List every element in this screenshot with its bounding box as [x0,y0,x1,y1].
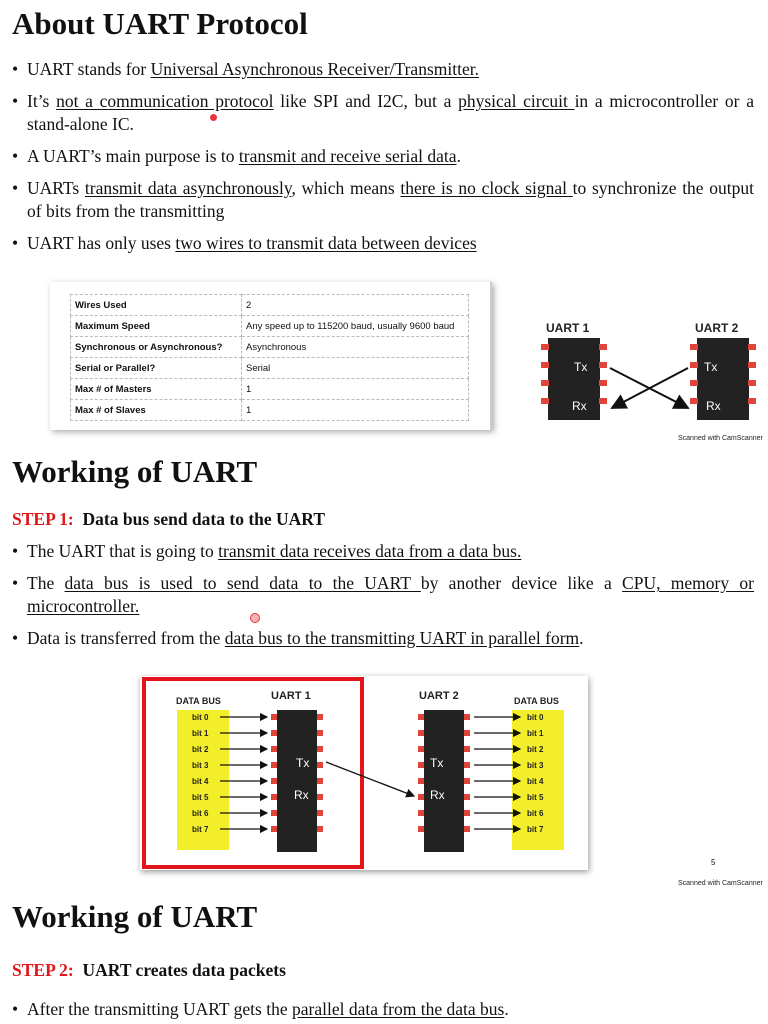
s2-bullet-2: • Data is transferred from the data bus to the transmitting UART in parallel form. [12,627,754,650]
pointer-ring [250,613,260,623]
d2-bit-label-right: bit 0 [527,713,544,722]
d2-chip1-rx: Rx [294,788,309,802]
d1-chip1-rx: Rx [572,399,587,413]
d2-bit-label-left: bit 3 [192,761,209,770]
d2-bit-label-right: bit 3 [527,761,544,770]
s1-bullet-1: • It’s not a communication protocol like SPI and I2C, but a physical circuit in a microcontroller or a stand-alone IC. [12,91,754,134]
d1-chip2-tx: Tx [704,360,718,374]
chip-pin [418,746,424,752]
text-segment: . [579,628,584,648]
underlined-text: transmit data receives data from a data bus. [218,541,522,561]
spec-row [71,337,469,358]
d2-chip1-tx: Tx [296,756,310,770]
d2-arrow-tx-rx [326,762,414,796]
section3-title: Working of UART [12,899,258,934]
s1-bullet-0: • UART stands for Universal Asynchronous Receiver/Transmitter. [12,58,754,81]
chip-pin [271,730,277,736]
spec-table-panel [50,282,492,430]
highlight-box [144,679,362,867]
s1-bullet-3: • UARTs transmit data asynchronously, which means there is no clock signal to synchronize the output of bits from the transmitting [12,178,754,221]
d2-databus-right-label: DATA BUS [514,696,559,706]
d2-bit-label-left: bit 5 [192,793,209,802]
section2-title: Working of UART [12,454,258,489]
d2-bit-label-right: bit 5 [527,793,544,802]
spec-key: Max # of Masters [71,379,242,400]
d2-bit-label-left: bit 0 [192,713,209,722]
step2-heading [12,960,286,981]
text-segment: by another device like a [420,573,623,593]
underlined-text: transmit data asynchronously [84,178,292,198]
s2-bullet-0: • The UART that is going to transmit data receives data from a data bus. [12,540,754,563]
text-segment: The UART that is going to [27,541,219,561]
chip-pin [418,810,424,816]
spec-key: Maximum Speed [71,316,242,337]
chip-pin [418,826,424,832]
chip-pin [464,730,470,736]
d2-bit-label-left: bit 2 [192,745,209,754]
chip-pin [464,746,470,752]
underlined-text: parallel data from the data bus [291,999,505,1019]
underlined-text: there is no clock signal [400,178,573,198]
spec-row [71,358,469,379]
d2-bit-label-right: bit 1 [527,729,544,738]
d1-uart2-label: UART 2 [695,321,739,335]
d1-chip-2 [690,338,756,420]
s1-bullet-2-text [12,145,754,168]
uart-diagram-1 [528,316,764,426]
underlined-text: not a communication protocol [56,91,274,111]
spec-value: 2 [242,295,469,316]
text-segment: . [504,999,509,1019]
s2-bullet-1-text [12,572,754,618]
step2-label: STEP 2: [12,960,74,980]
chip-pin [418,762,424,768]
underlined-text: transmit and receive serial data [238,146,457,166]
pointer-dot [210,114,217,121]
s1-bullet-2: • A UART’s main purpose is to transmit and receive serial data. [12,145,754,168]
underlined-text: two wires to transmit data between devices [175,233,477,253]
s2-bullet-1: • The data bus is used to send data to the UART by another device like a CPU, memory or microcontroller. [12,573,754,616]
text-segment: in a microcontroller or a stand-alone IC. [27,91,754,134]
chip-pin [418,730,424,736]
d2-chip2-tx: Tx [430,756,444,770]
text-segment: UART stands for [27,59,151,79]
chip-pin [317,810,323,816]
spec-row [71,295,469,316]
d2-bit-label-left: bit 7 [192,825,209,834]
chip-pin [464,826,470,832]
text-segment: The [27,573,65,593]
underlined-text: physical circuit [458,91,575,111]
d2-chip-2 [424,710,464,852]
s1-bullet-1-text [12,90,754,136]
d2-uart2-label: UART 2 [419,690,459,702]
s3-bullet-0: • After the transmitting UART gets the parallel data from the data bus. [12,998,754,1021]
d1-chip1-tx: Tx [574,360,588,374]
chip-pin [464,810,470,816]
d2-bit-label-right: bit 2 [527,745,544,754]
chip-pin [418,714,424,720]
spec-value: Serial [242,358,469,379]
spec-row [71,316,469,337]
d2-bit-label-left: bit 6 [192,809,209,818]
text-segment: , which means [291,178,401,198]
page-number: 5 [711,858,716,867]
d2-chip-1 [277,710,317,852]
text-segment: A UART’s main purpose is to [27,146,239,166]
text-segment: UART has only uses [27,233,176,253]
step1-heading [12,509,325,530]
chip-pin [271,714,277,720]
scanner-note-1: Scanned with CamScanner [678,435,763,442]
spec-value: 1 [242,379,469,400]
underlined-text: CPU, memory or microcontroller. [27,573,754,616]
text-segment: Data is transferred from the [27,628,225,648]
chip-pin [271,778,277,784]
uart-diagram-2 [140,676,590,872]
spec-value: Asynchronous [242,337,469,358]
spec-table [70,294,469,421]
text-segment: like SPI and I2C, but a [273,91,459,111]
spec-row [71,379,469,400]
s1-bullet-4-text [12,232,754,255]
chip-pin [317,826,323,832]
d2-bit-label-left: bit 1 [192,729,209,738]
section1-title: About UART Protocol [12,6,308,41]
chip-pin [317,714,323,720]
chip-pin [317,746,323,752]
chip-pin [317,794,323,800]
chip-pin [271,794,277,800]
underlined-text: Universal Asynchronous Receiver/Transmitter. [150,59,479,79]
chip-pin [317,778,323,784]
step1-text: Data bus send data to the UART [82,509,325,529]
chip-pin [464,778,470,784]
chip-pin [464,794,470,800]
step1-label: STEP 1: [12,509,74,529]
s2-bullet-0-text [12,540,754,563]
underlined-text: data bus is used to send data to the UART [64,573,421,593]
text-segment: UARTs [27,178,85,198]
text-segment: to synchronize the output of bits from the transmitting [27,178,754,221]
spec-key: Synchronous or Asynchronous? [71,337,242,358]
chip-pin [271,826,277,832]
d2-uart1-label: UART 1 [271,690,311,702]
s1-bullet-0-text [12,58,754,81]
spec-key: Max # of Slaves [71,400,242,421]
chip-pin [418,778,424,784]
spec-key: Serial or Parallel? [71,358,242,379]
chip-pin [271,762,277,768]
text-segment: After the transmitting UART gets the [27,999,292,1019]
d1-uart1-label: UART 1 [546,321,590,335]
chip-pin [317,762,323,768]
chip-pin [317,730,323,736]
d2-bit-label-right: bit 4 [527,777,544,786]
scanner-note-2: Scanned with CamScanner [678,880,763,887]
s1-bullet-3-text [12,177,754,223]
chip-pin [464,762,470,768]
chip-pin [464,714,470,720]
chip-pin [271,746,277,752]
text-segment: It’s [27,91,57,111]
s1-bullet-4: • UART has only uses two wires to transmit data between devices [12,232,754,255]
d2-bit-label-right: bit 6 [527,809,544,818]
s3-bullet-0-text [12,998,754,1021]
underlined-text: data bus to the transmitting UART in parallel form [224,628,580,648]
s2-bullet-2-text [12,627,754,650]
d1-chip2-rx: Rx [706,399,721,413]
chip-pin [418,794,424,800]
spec-value: 1 [242,400,469,421]
d1-chip-1 [541,338,607,420]
d2-databus-left-label: DATA BUS [176,696,221,706]
spec-key: Wires Used [71,295,242,316]
step2-text: UART creates data packets [82,960,286,980]
d2-chip2-rx: Rx [430,788,445,802]
chip-pin [271,810,277,816]
d2-bit-label-left: bit 4 [192,777,209,786]
d2-bit-label-right: bit 7 [527,825,544,834]
text-segment: . [456,146,461,166]
spec-value: Any speed up to 115200 baud, usually 9600 baud [242,316,469,337]
spec-row [71,400,469,421]
